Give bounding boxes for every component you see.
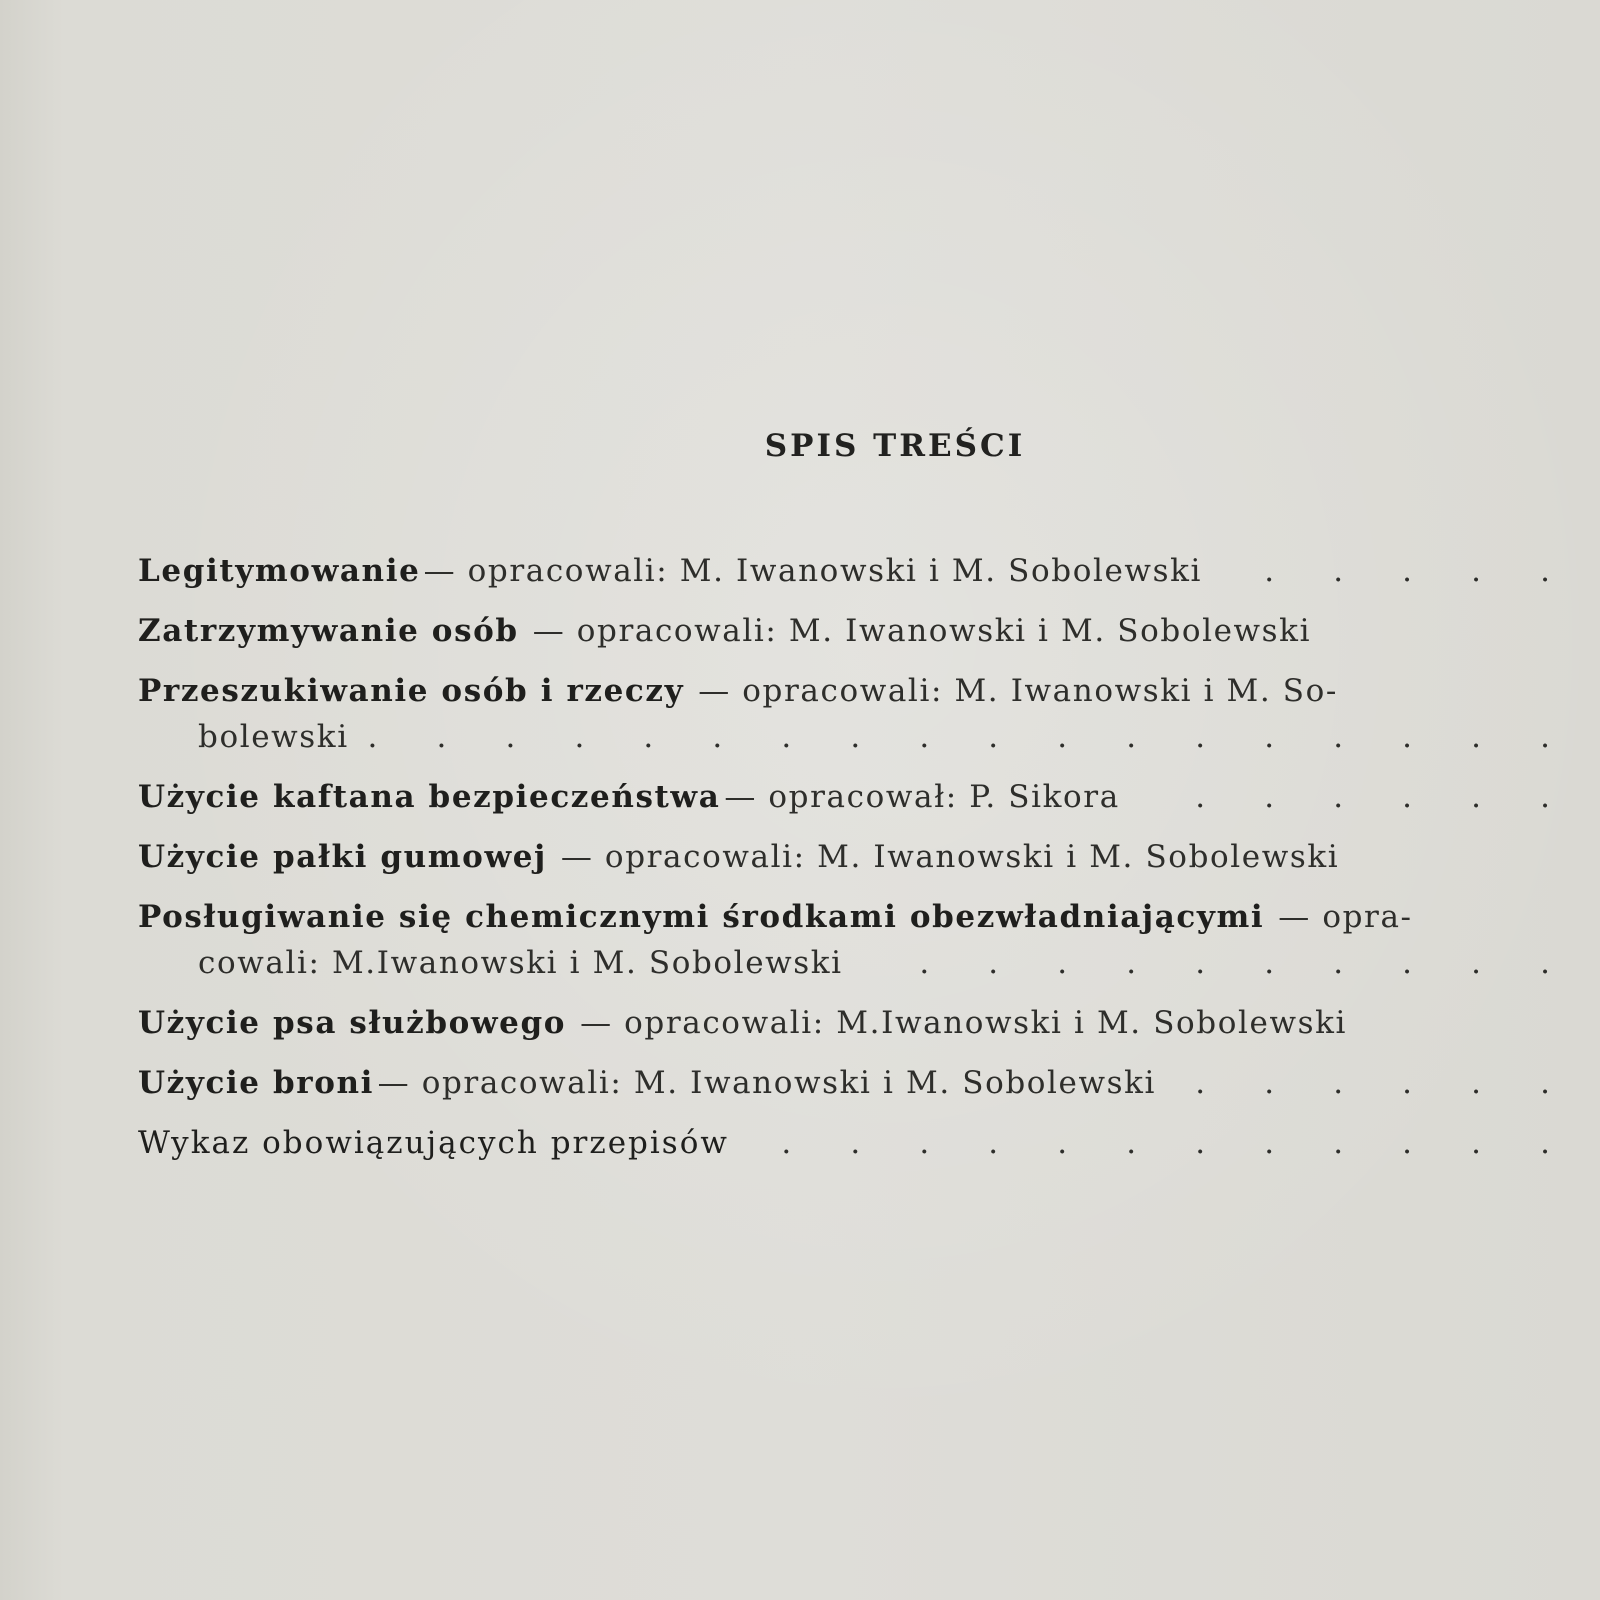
- toc-entry-authors: — opracowali: M. Iwanowski i M. Sobolewski: [532, 613, 1312, 649]
- page-title: SPIS TREŚCI: [764, 428, 1026, 464]
- toc-entry-subject: Legitymowanie: [138, 553, 421, 589]
- dot-leader: [349, 714, 1550, 760]
- toc-entry-authors: — opracowali: M. Iwanowski i M. Sobolewski: [377, 1065, 1157, 1101]
- toc-entry-pies: [138, 1000, 1550, 1046]
- toc-entry-authors: — opracowali: M.Iwanowski i M. Sobolewski: [580, 1005, 1348, 1041]
- toc-entry-palka: [138, 834, 1550, 880]
- toc-entry-continuation: cowali: M.Iwanowski i M. Sobolewski: [198, 945, 843, 981]
- toc-entry-authors: — opracowali: M. Iwanowski i M. Sobolewski: [423, 553, 1202, 589]
- toc-entry-subject: Użycie psa służbowego: [138, 1005, 567, 1041]
- toc-entry-kaftan: [138, 774, 1550, 820]
- toc-entry-authors: — opracował: P. Sikora: [724, 779, 1120, 815]
- toc-entry-authors: — opracowali: M. Iwanowski i M. So-: [698, 673, 1338, 709]
- dot-leader: [1202, 548, 1550, 594]
- toc-entry-authors: — opra-: [1278, 899, 1413, 935]
- toc-entry-subject: Wykaz obowiązujących przepisów: [138, 1125, 729, 1161]
- toc-entry-subject: Użycie kaftana bezpieczeństwa: [138, 779, 721, 815]
- toc-entry-zatrzymywanie: [138, 608, 1550, 654]
- toc-entry-srodki-chemiczne: [138, 894, 1550, 986]
- toc-entry-wykaz-przepisow: [138, 1120, 1550, 1166]
- toc-entry-authors: — opracowali: M. Iwanowski i M. Sobolewski: [560, 839, 1340, 875]
- table-of-contents: [138, 548, 1550, 1166]
- dot-leader: [1120, 774, 1550, 820]
- toc-entry-legitymowanie: [138, 548, 1550, 594]
- toc-entry-subject: Użycie pałki gumowej: [138, 839, 547, 875]
- toc-entry-subject: Posługiwanie się chemicznymi środkami obezwładniającymi: [138, 899, 1265, 935]
- toc-entry-continuation: bolewski: [198, 719, 349, 755]
- toc-entry-subject: Przeszukiwanie osób i rzeczy: [138, 673, 685, 709]
- toc-entry-bron: [138, 1060, 1550, 1106]
- toc-entry-subject: Zatrzymywanie osób: [138, 613, 519, 649]
- toc-entry-subject: Użycie broni: [138, 1065, 375, 1101]
- dot-leader: [729, 1120, 1550, 1166]
- dot-leader: [1156, 1060, 1550, 1106]
- toc-entry-przeszukiwanie: [138, 668, 1550, 760]
- dot-leader: [843, 940, 1550, 986]
